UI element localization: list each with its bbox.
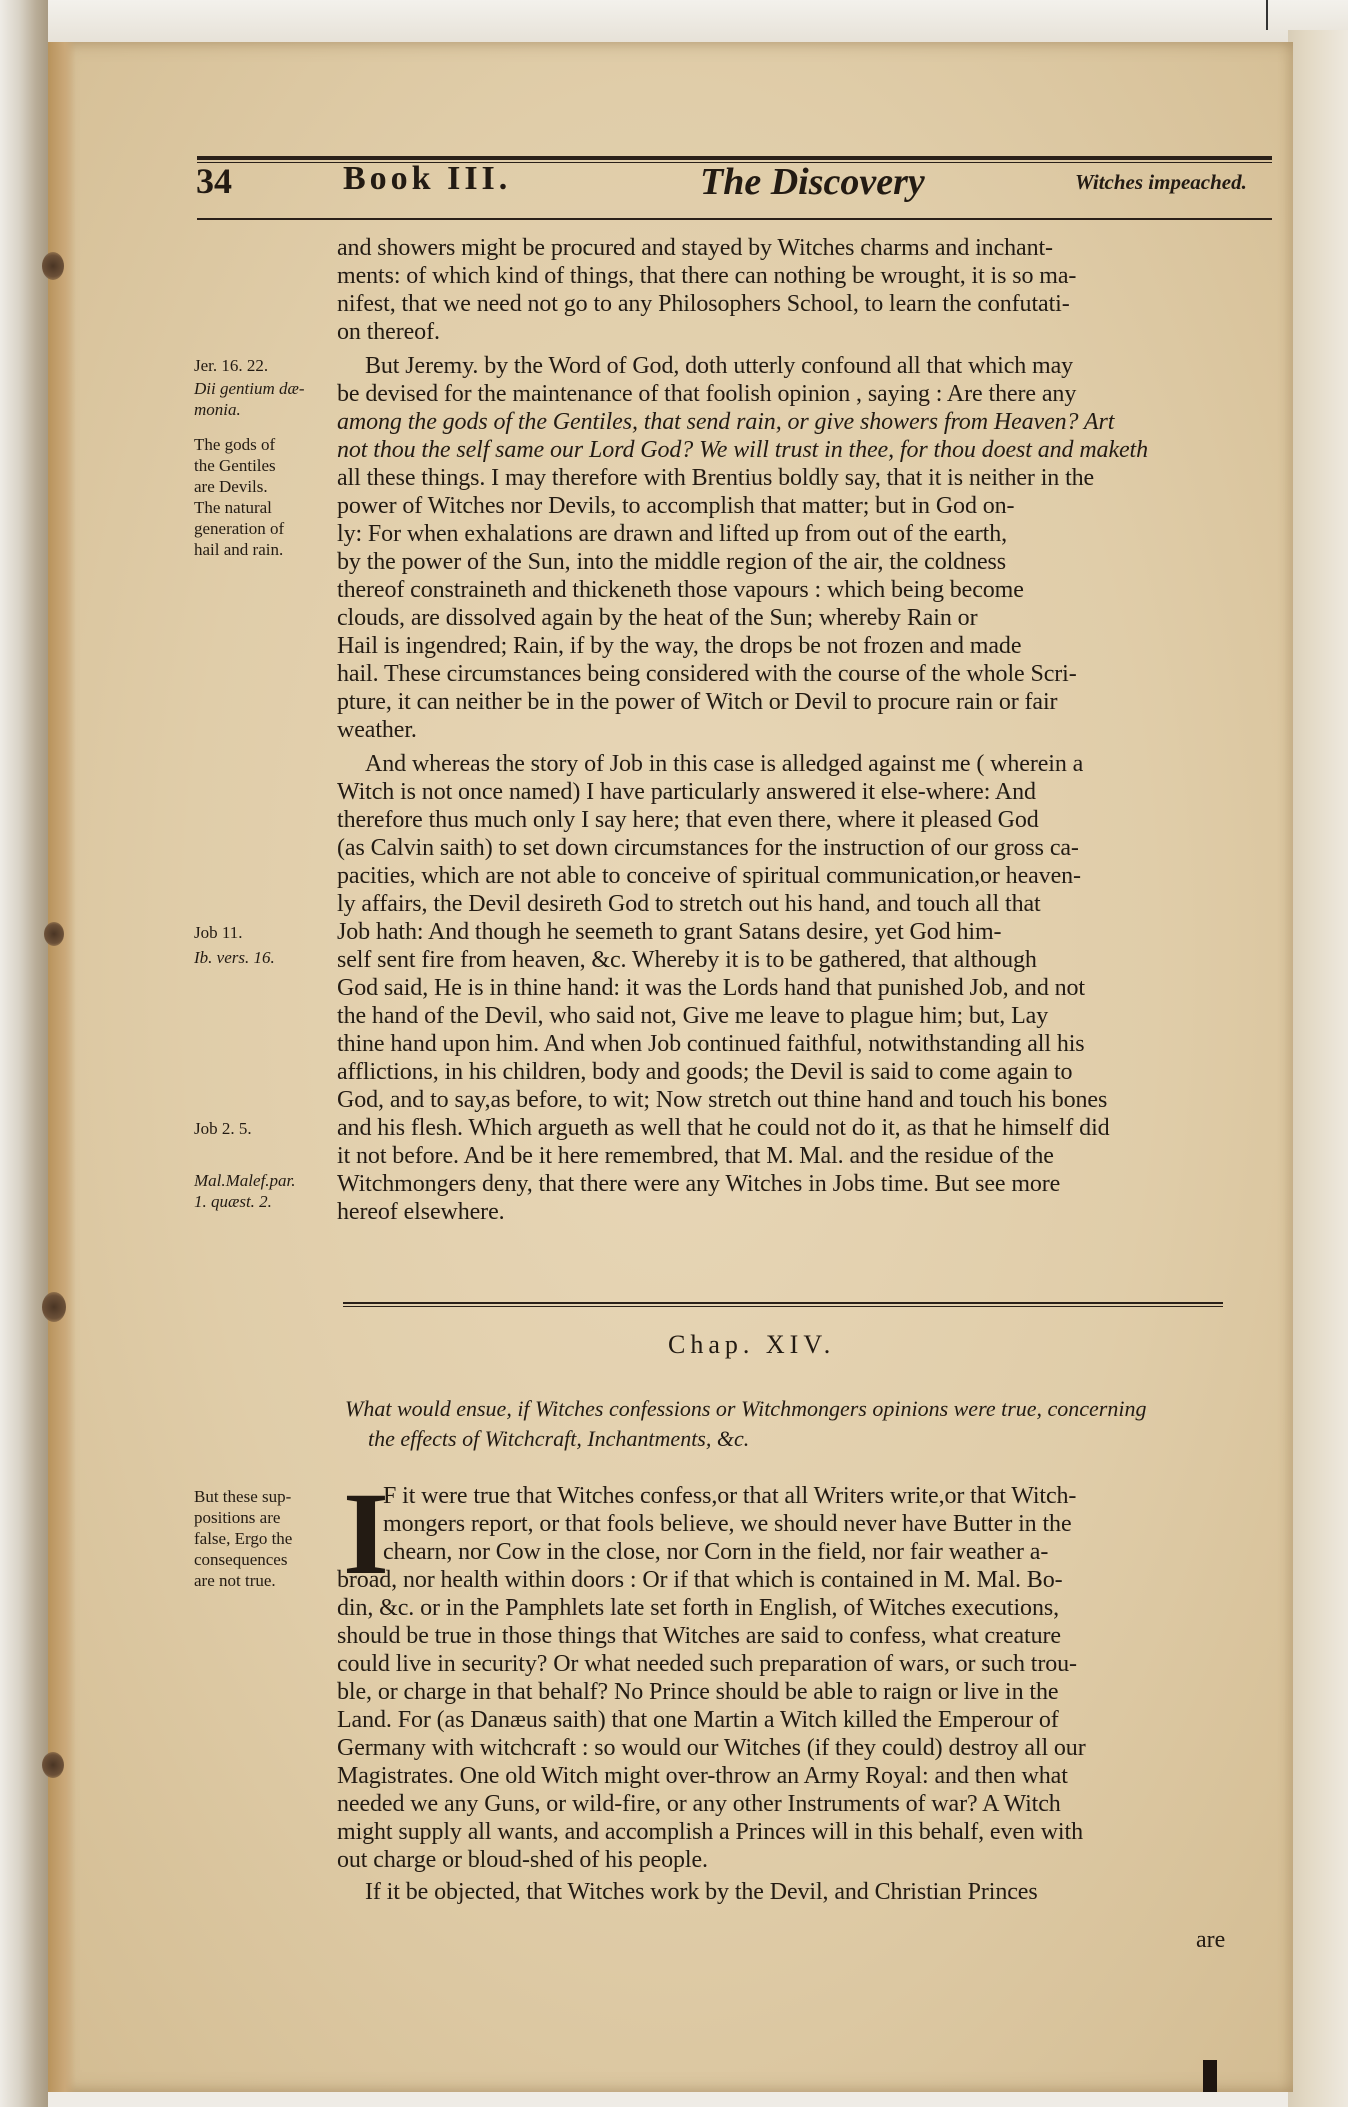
body-line: (as Calvin saith) to set down circumstances for the instruction of our gross ca- xyxy=(337,835,1079,861)
body-line: Witch is not once named) I have particularly answered it else-where: And xyxy=(337,779,1036,805)
margin-note: false, Ergo the xyxy=(194,1529,293,1548)
body-line: all these things. I may therefore with Brentius boldly say, that it is neither in the xyxy=(337,465,1095,491)
body-line: Land. For (as Danæus saith) that one Martin a Witch killed the Emperour of xyxy=(337,1707,1059,1733)
margin-note: Jer. 16. 22. xyxy=(194,356,269,375)
binding-edge xyxy=(0,0,48,2107)
margin-note: Job 11. xyxy=(194,923,243,942)
body-line: afflictions, in his children, body and goods; the Devil is said to come again to xyxy=(337,1059,1073,1085)
body-line: mongers report, or that fools believe, we should never have Butter in the xyxy=(383,1511,1072,1537)
body-line: hail. These circumstances being considered with the course of the whole Scri- xyxy=(337,661,1077,687)
body-line: it not before. And be it here remembred, that M. Mal. and the residue of the xyxy=(337,1143,1054,1169)
margin-note: are not true. xyxy=(194,1571,276,1590)
body-line: Witchmongers deny, that there were any Witches in Jobs time. But see more xyxy=(337,1171,1061,1197)
margin-note: Job 2. 5. xyxy=(194,1119,252,1138)
body-line: not thou the self same our Lord God? We will trust in thee, for thou doest and maketh xyxy=(337,437,1149,463)
margin-note: hail and rain. xyxy=(194,540,284,559)
ink-stain xyxy=(42,1752,64,1778)
body-line: should be true in those things that Witches are said to confess, what creature xyxy=(337,1623,1061,1649)
chapter-subtitle: What would ensue, if Witches confessions or Witchmongers opinions were true, concerning xyxy=(345,1396,1147,1421)
body-line: by the power of the Sun, into the middle region of the air, the coldness xyxy=(337,549,1007,575)
body-line: self sent fire from heaven, &c. Whereby it is to be gathered, that although xyxy=(337,947,1037,973)
body-line: Job hath: And though he seemeth to grant Satans desire, yet God him- xyxy=(337,919,1002,945)
body-line: F it were true that Witches confess,or that all Writers write,or that Witch- xyxy=(383,1483,1077,1509)
body-line: hereof elsewhere. xyxy=(337,1199,505,1225)
drop-cap: I xyxy=(343,1468,389,1599)
body-line: thereof constraineth and thickeneth those vapours : which being become xyxy=(337,577,1024,603)
ink-stain xyxy=(44,922,64,946)
body-line: might supply all wants, and accomplish a Princes will in this behalf, even with xyxy=(337,1819,1083,1845)
body-line: broad, nor health within doors : Or if that which is contained in M. Mal. Bo- xyxy=(337,1567,1063,1593)
body-line: be devised for the maintenance of that foolish opinion , saying : Are there any xyxy=(337,381,1077,407)
body-line: pacities, which are not able to conceive of spiritual communication,or heaven- xyxy=(337,863,1081,889)
body-line: If it be objected, that Witches work by the Devil, and Christian Princes xyxy=(365,1879,1038,1905)
chapter-subtitle: the effects of Witchcraft, Inchantments, &c. xyxy=(368,1426,750,1451)
margin-note: But these sup- xyxy=(194,1487,292,1506)
body-line: and his flesh. Which argueth as well that he could not do it, as that he himself did xyxy=(337,1115,1110,1141)
body-line: power of Witches nor Devils, to accomplish that matter; but in God on- xyxy=(337,493,1015,519)
body-line: out charge or bloud-shed of his people. xyxy=(337,1847,708,1873)
body-line: ments: of which kind of things, that there can nothing be wrought, it is so ma- xyxy=(337,263,1077,289)
ink-stain xyxy=(42,1292,66,1322)
body-line: clouds, are dissolved again by the heat of the Sun; whereby Rain or xyxy=(337,605,978,631)
body-line: And whereas the story of Job in this case is alledged against me ( wherein a xyxy=(365,751,1084,777)
section-separator xyxy=(343,1302,1223,1304)
body-line: and showers might be procured and stayed by Witches charms and inchant- xyxy=(337,235,1053,261)
margin-note: generation of xyxy=(194,519,285,538)
body-line: But Jeremy. by the Word of God, doth utterly confound all that which may xyxy=(365,353,1074,379)
body-line: pture, it can neither be in the power of Witch or Devil to procure rain or fair xyxy=(337,689,1058,715)
body-line: God, and to say,as before, to wit; Now stretch out thine hand and touch his bones xyxy=(337,1087,1108,1113)
body-line: nifest, that we need not go to any Philosophers School, to learn the confutati- xyxy=(337,291,1070,317)
body-line: ly affairs, the Devil desireth God to stretch out his hand, and touch all that xyxy=(337,891,1041,917)
margin-note: are Devils. xyxy=(194,477,268,496)
margin-note: Ib. vers. 16. xyxy=(194,948,275,967)
ink-stain xyxy=(42,252,64,280)
body-line: Hail is ingendred; Rain, if by the way, the drops be not frozen and made xyxy=(337,633,1022,659)
margin-note: consequences xyxy=(194,1550,288,1569)
page-number: 34 xyxy=(196,161,232,201)
margin-note: The gods of xyxy=(194,435,276,454)
body-line: Germany with witchcraft : so would our Witches (if they could) destroy all our xyxy=(337,1735,1086,1761)
body-line: thine hand upon him. And when Job continued faithful, notwithstanding all his xyxy=(337,1031,1085,1057)
book-label: Book III. xyxy=(343,160,512,197)
spine-edge-line xyxy=(1266,0,1268,30)
margin-note: The natural xyxy=(194,498,272,517)
page-mark xyxy=(1203,2060,1217,2092)
body-line: God said, He is in thine hand: it was the Lords hand that punished Job, and not xyxy=(337,975,1085,1001)
scan-right-edge xyxy=(1288,30,1348,2107)
body-line: ly: For when exhalations are drawn and lifted up from out of the earth, xyxy=(337,521,1008,547)
body-line: could live in security? Or what needed such preparation of wars, or such trou- xyxy=(337,1651,1077,1677)
margin-note: positions are xyxy=(194,1508,281,1527)
running-head: Witches impeached. xyxy=(1075,170,1247,194)
margin-note: Dii gentium dæ- xyxy=(194,379,305,398)
body-line: therefore thus much only I say here; that even there, where it pleased God xyxy=(337,807,1039,833)
body-line: the hand of the Devil, who said not, Give me leave to plague him; but, Lay xyxy=(337,1003,1049,1029)
margin-note: 1. quæst. 2. xyxy=(194,1192,272,1211)
section-separator xyxy=(343,1306,1223,1307)
body-line: weather. xyxy=(337,717,417,743)
catchword: are xyxy=(1196,1927,1226,1953)
chapter-heading: Chap. XIV. xyxy=(668,1330,836,1359)
body-line: Magistrates. One old Witch might over-throw an Army Royal: and then what xyxy=(337,1763,1068,1789)
scan-top-edge xyxy=(0,0,1348,42)
margin-note: Mal.Malef.par. xyxy=(194,1171,296,1190)
page-gutter xyxy=(48,42,76,2092)
body-line: among the gods of the Gentiles, that send rain, or give showers from Heaven? Art xyxy=(337,409,1115,435)
margin-note: monia. xyxy=(194,400,241,419)
margin-note: the Gentiles xyxy=(194,456,276,475)
body-line: needed we any Guns, or wild-fire, or any other Instruments of war? A Witch xyxy=(337,1791,1061,1817)
header-underline xyxy=(197,218,1272,220)
running-title: The Discovery xyxy=(700,161,925,203)
body-line: on thereof. xyxy=(337,319,440,345)
body-line: ble, or charge in that behalf? No Prince should be able to raign or live in the xyxy=(337,1679,1059,1705)
body-line: chearn, nor Cow in the close, nor Corn in the field, nor fair weather a- xyxy=(383,1539,1049,1565)
body-line: din, &c. or in the Pamphlets late set forth in English, of Witches executions, xyxy=(337,1595,1059,1621)
